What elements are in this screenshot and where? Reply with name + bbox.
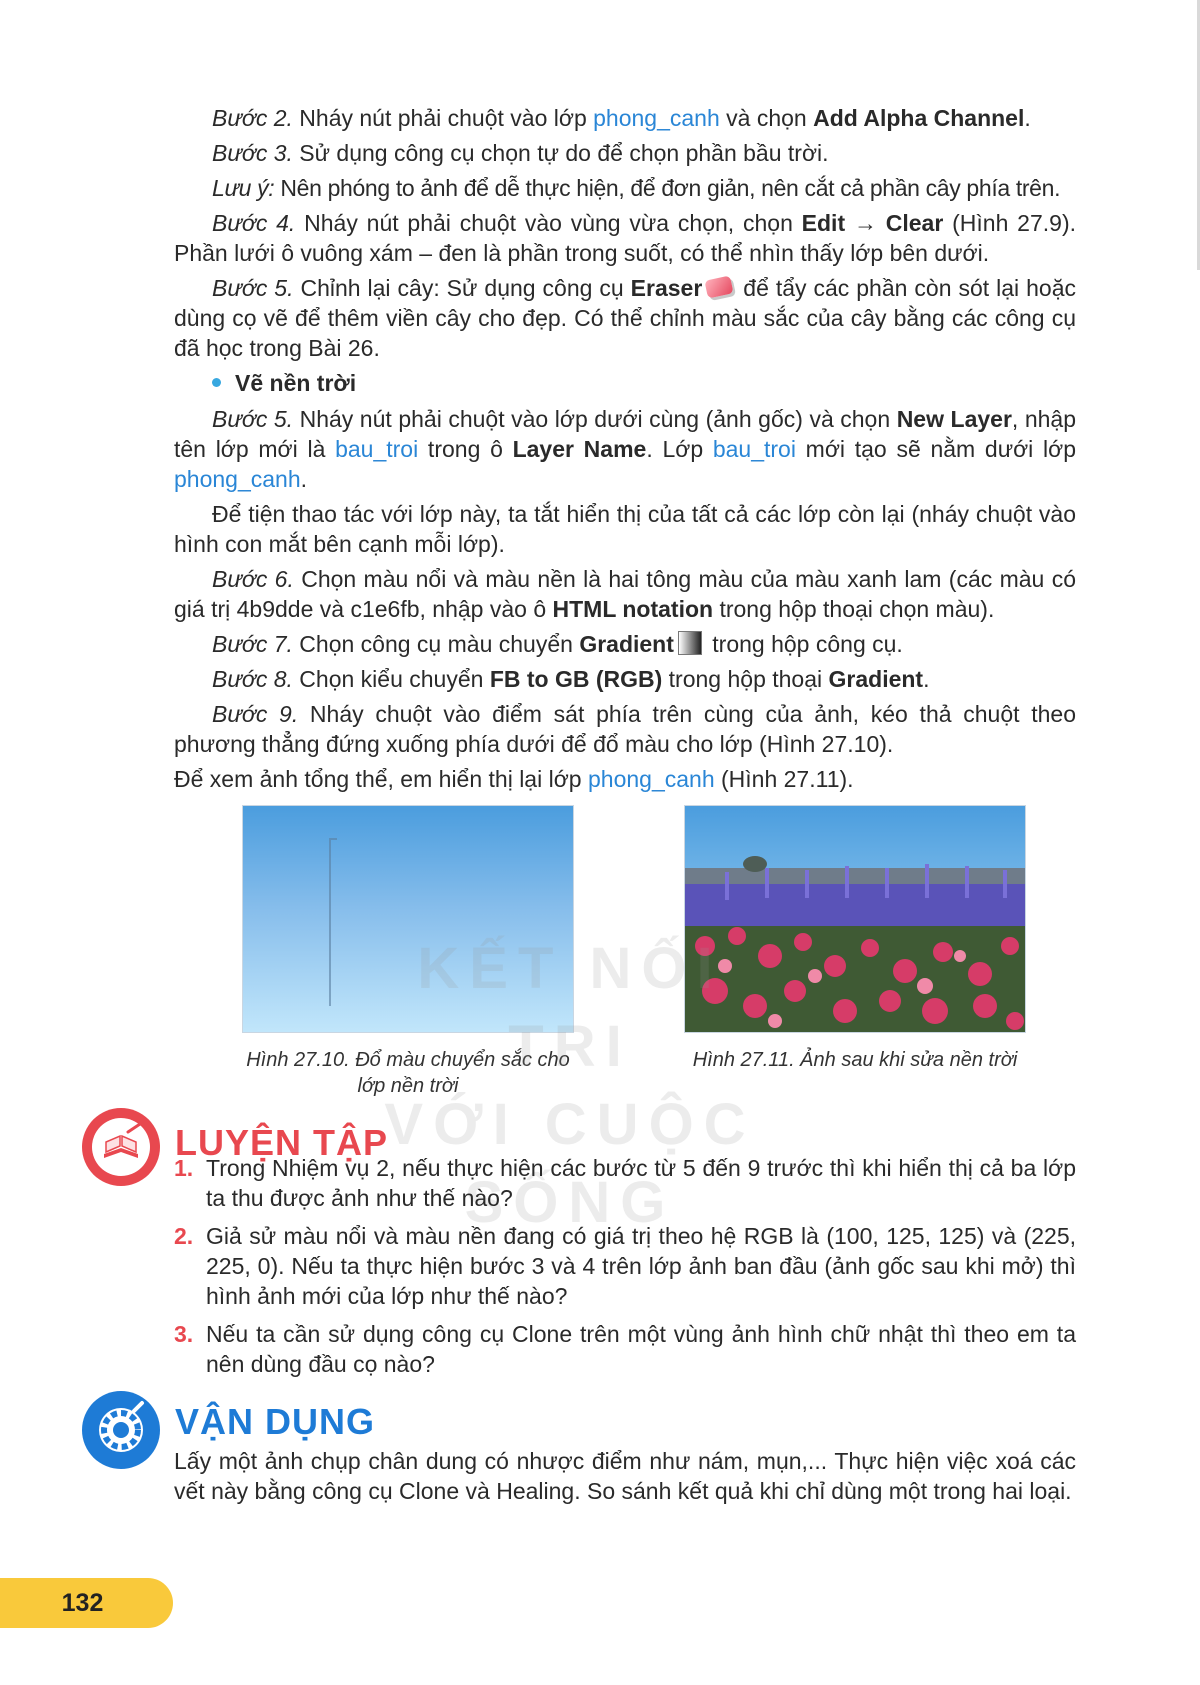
figure-27-11-caption: Hình 27.11. Ảnh sau khi sửa nền trời [692,1049,1018,1071]
page-number: 132 [61,1589,104,1617]
step-5-sky: Bước 5. Nháy nút phải chuột vào lớp dưới cùng (ảnh gốc) và chọn New Layer, nhập tên lớp mới là bau_troi trong ô Layer Name. Lớp bau_troi mới tạo sẽ nằm dưới lớp phong_canh. [174,406,1076,492]
flower-field-image [685,806,1025,1032]
step-4: Bước 4. Nháy nút phải chuột vào vùng vừa chọn, chọn Edit → Clear (Hình 27.9). Phần lưới ô vuông xám – đen là phần trong suốt, có thể nhìn thấy lớp bên dưới. [174,210,1076,266]
practice-book-icon [82,1108,160,1186]
layer-name-link: phong_canh [593,105,720,131]
figure-gradient-sky [242,805,574,1033]
step-9: Bước 9. Nháy chuột vào điểm sát phía trên cùng của ảnh, kéo thả chuột theo phương thẳng đứng xuống phía dưới để đổ màu cho lớp (Hình 27.10). [174,701,1076,757]
eraser-icon [705,275,734,298]
gradient-tool-icon [678,631,702,655]
figures [230,805,1030,1105]
practice-question-1: 1. Trong Nhiệm vụ 2, nếu thực hiện các bước từ 5 đến 9 trước thì khi hiển thị cả ba lớp ta thu được ảnh như thế nào? [174,1155,1076,1211]
bullet-dot-icon [212,378,221,387]
step-3: Bước 3. Sử dụng công cụ chọn tự do để chọn phần bầu trời. [212,140,829,166]
main-text [174,103,1076,799]
figure-flower-field [684,805,1026,1033]
step-5-tree: Bước 5. Chỉnh lại cây: Sử dụng công cụ Eraser để tẩy các phần còn sót lại hoặc dùng cọ vẽ để thêm viền cây cho đẹp. Có thể chỉnh màu sắc của cây bằng các công cụ đã học trong Bài 26. [174,275,1076,361]
practice-question-2: 2. Giả sử màu nổi và màu nền đang có giá trị theo hệ RGB là (100, 125, 125) và (225, 225, 0). Nếu ta thực hiện bước 3 và 4 trên lớp ảnh ban đầu (ảnh gốc sau khi mở) thì hình ảnh mới của lớp như thế nào? [174,1223,1076,1309]
practice-question-3: 3. Nếu ta cần sử dụng công cụ Clone trên một vùng ảnh hình chữ nhật thì theo em ta nên dùng đầu cọ nào? [174,1321,1076,1377]
apply-title: VẬN DỤNG [175,1401,376,1442]
apply-gear-icon [82,1391,160,1469]
apply-text: Lấy một ảnh chụp chân dung có nhược điểm như nám, mụn,... Thực hiện việc xoá các vết này bằng công cụ Clone và Healing. So sánh kết quả khi chỉ dùng một trong hai loại. [174,1448,1076,1504]
step-6: Bước 6. Chọn màu nổi và màu nền là hai tông màu của màu xanh lam (các màu có giá trị 4b9dde và c1e6fb, nhập vào ô HTML notation trong hộp thoại chọn màu). [174,566,1076,622]
paragraph-hide-layers: Để tiện thao tác với lớp này, ta tắt hiển thị của tất cả các lớp còn lại (nháy chuột vào hình con mắt bên cạnh mỗi lớp). [174,501,1076,557]
step-8: Bước 8. Chọn kiểu chuyển FB to GB (RGB) trong hộp thoại Gradient. [212,666,930,692]
practice-title: LUYỆN TẬP [175,1122,389,1163]
publisher-watermark: NỐI TRI VỚI CUỘC SỐNG [384,936,756,1235]
gradient-drag-line [329,840,331,1006]
bullet-heading: Vẽ nền trời [212,368,1076,398]
figure-27-10-caption: Hình 27.10. Đổ màu chuyển sắc cho lớp nền trời [246,1049,570,1097]
note: Lưu ý: Nên phóng to ảnh để dễ thực hiện, để đơn giản, nên cắt cả phần cây phía trên. [212,175,1061,201]
step-7: Bước 7. Chọn công cụ màu chuyển Gradient trong hộp công cụ. [212,631,903,657]
paragraph-view-overall: Để xem ảnh tổng thể, em hiển thị lại lớp phong_canh (Hình 27.11). [174,766,854,792]
step-2: Bước 2. Nháy nút phải chuột vào lớp phong_canh và chọn Add Alpha Channel. [212,105,1031,131]
